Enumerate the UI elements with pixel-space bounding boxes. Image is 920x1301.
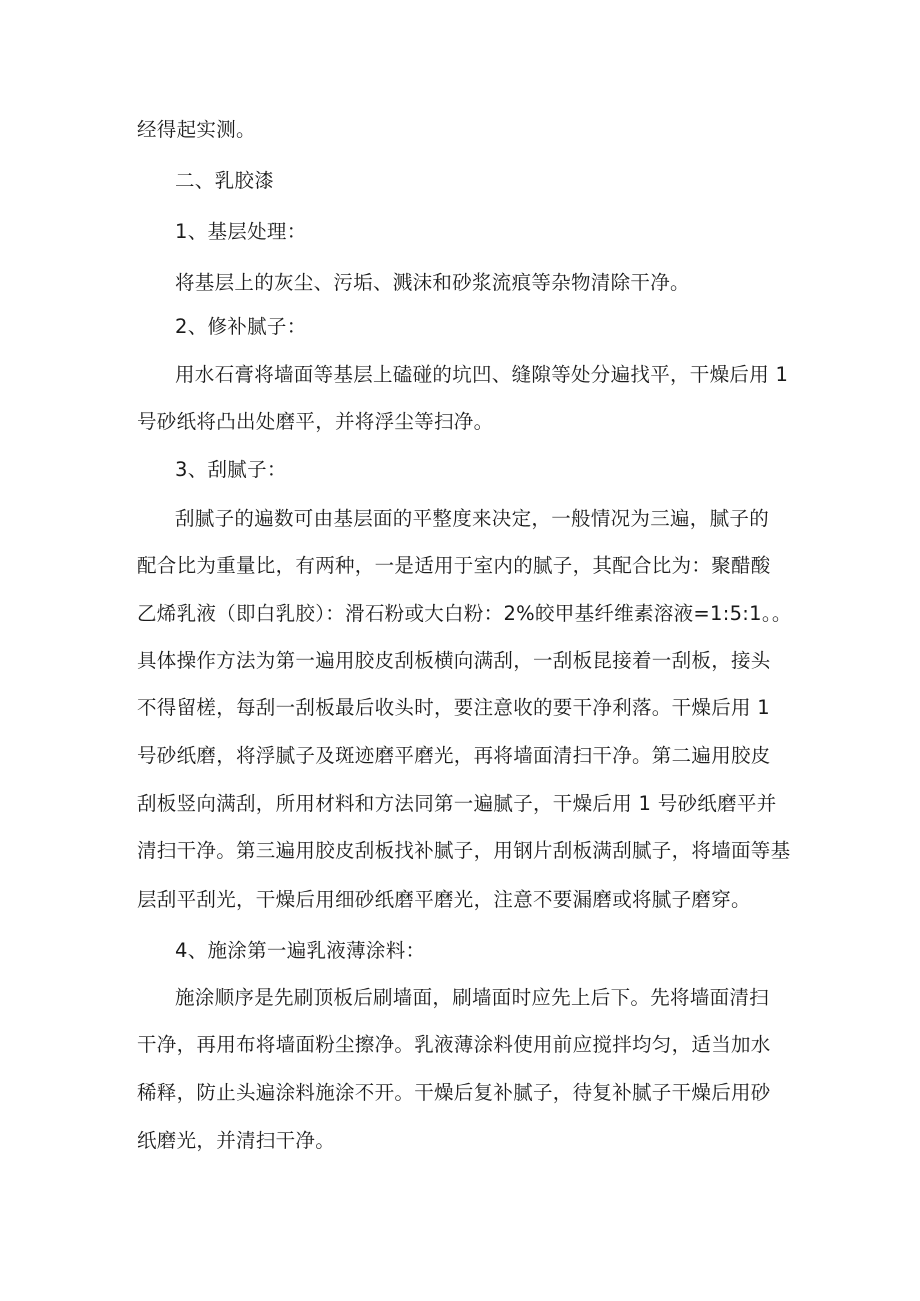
text-line: 配合比为重量比，有两种，一是适用于室内的腻子，其配合比为：聚醋酸 [137, 554, 771, 577]
text-line: 乙烯乳液（即白乳胶）：滑石粉或大白粉：2%皎甲基纤维素溶液=1:5:1。。 [137, 602, 792, 625]
text-line: 刮板竖向满刮，所用材料和方法同第一遍腻子，干燥后用 1 号砂纸磨平并 [137, 792, 777, 815]
subsection-heading: 3、刮腻子： [175, 458, 287, 481]
text-line: 号砂纸磨，将浮腻子及斑迹磨平磨光，再将墙面清扫干净。第二遍用胶皮 [137, 744, 771, 767]
subsection-heading: 1、基层处理： [175, 220, 307, 243]
text-line: 稀释，防止头遍涂料施涂不开。干燥后复补腻子，待复补腻子干燥后用砂 [137, 1081, 771, 1104]
subsection-heading: 4、施涂第一遍乳液薄涂料： [175, 939, 426, 962]
text-line: 不得留槎，每刮一刮板最后收头时，要注意收的要干净利落。干燥后用 1 [137, 696, 771, 719]
text-line: 干净，再用布将墙面粉尘擦净。乳液薄涂料使用前应搅拌均匀，适当加水 [137, 1033, 771, 1056]
text-line: 号砂纸将凸出处磨平，并将浮尘等扫净。 [137, 410, 494, 433]
text-line: 纸磨光，并清扫干净。 [137, 1129, 336, 1152]
text-line: 将基层上的灰尘、污垢、溅沫和砂浆流痕等杂物清除干净。 [175, 271, 690, 294]
text-line: 具体操作方法为第一遍用胶皮刮板横向满刮，一刮板昆接着一刮板，接头 [137, 649, 771, 672]
text-line: 层刮平刮光，干燥后用细砂纸磨平磨光，注意不要漏磨或将腻子磨穿。 [137, 888, 751, 911]
text-line: 刮腻子的遍数可由基层面的平整度来决定，一般情况为三遍，腻子的 [175, 507, 770, 530]
text-line: 施涂顺序是先刷顶板后刷墙面，刷墙面时应先上后下。先将墙面清扫 [175, 986, 770, 1009]
text-line: 用水石膏将墙面等基层上磕碰的坑凹、缝隙等处分遍找平，干燥后用 1 [175, 363, 789, 386]
text-line: 经得起实测。 [137, 118, 256, 141]
subsection-heading: 2、修补腻子： [175, 315, 307, 338]
section-heading: 二、乳胶漆 [175, 169, 275, 192]
text-line: 清扫干净。第三遍用胶皮刮板找补腻子，用钢片刮板满刮腻子，将墙面等基 [137, 839, 791, 862]
